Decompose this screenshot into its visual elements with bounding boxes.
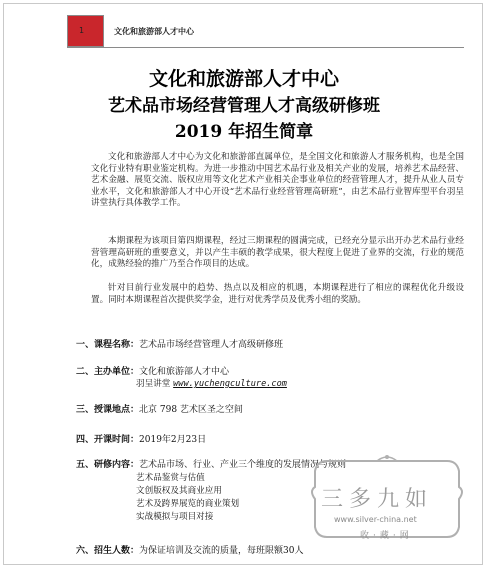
course-name-value: 艺术品市场经营管理人才高级研修班 [139,340,284,350]
host-website-link[interactable]: www.yuchengculture.com [173,379,287,389]
venue-value: 北京 798 艺术区圣之空间 [139,405,243,415]
module-item-3: 文创版权及其商业应用 [136,486,222,496]
title-organization: 文化和旅游部人才中心 [148,68,339,90]
module-item-2: 艺术品鉴赏与估值 [136,473,205,483]
title-admissions: 2019 年招生简章 [174,122,314,142]
host-row [76,364,229,377]
course-upgrade-paragraph: 针对目前行业发展中的趋势、热点以及相应的机遇，本期课程进行了相应的课程优化升级设置。同时本期课程首次提供奖学金，进行对优秀学员及优秀小组的奖励。 [91,283,464,305]
watermark-title: 三多九如 [321,487,434,512]
page-number: 1 [79,26,85,35]
watermark-subtitle: 收·藏·网 [360,531,413,541]
host-sub-row [136,377,287,389]
header-divider [67,47,464,48]
watermark-url: www.silver-china.net [334,515,417,524]
course-name-row [76,337,283,350]
module-item-5: 实战模拟与项目对接 [136,512,214,522]
venue-row [76,402,243,415]
modules-row [76,457,346,470]
intro-paragraph: 文化和旅游部人才中心为文化和旅游部直属单位，是全国文化和旅游人才服务机构，也是全国文化行业特有职业鉴定机构。为进一步推动中国艺术品行业及相关产业的发展，培养艺术品经营、艺术金融、展览交流、版权应用等文化艺术产业相关企事业单位的经营管理人才，提升从业人员专业水平，文化和旅游部人才中心开设“艺术品行业经营管理高研班”，由艺术品行业智库型平台羽呈讲堂执行具体教学工作。 [91,152,464,208]
host-value: 文化和旅游部人才中心 [139,367,230,377]
enrollment-value: 为保证培训及交流的质量，每班限额30人 [139,546,304,556]
date-row [76,432,206,445]
host-sub-name: 羽呈讲堂 [136,379,171,389]
header-color-block [67,15,104,47]
course-history-paragraph: 本期课程为该项目第四期课程，经过三期课程的圆满完成，已经充分显示出开办艺术品行业经营管理高研班的重要意义，并以产生丰硕的教学成果，很大程度上促进了业界的交流，行业的规范化，成熟经验的推广乃至合作项目的达成。 [91,236,464,269]
header-org-name: 文化和旅游部人才中心 [114,27,194,36]
enrollment-label: 六、招生人数： [76,546,140,556]
modules-label: 五、研修内容： [76,460,140,470]
venue-label: 三、授课地点： [76,405,140,415]
date-label: 四、开课时间： [76,435,140,445]
host-label: 二、主办单位： [76,367,140,377]
enrollment-row [76,543,303,556]
date-value: 2019年2月23日 [139,435,207,445]
title-program: 艺术品市场经营管理人才高级研修班 [108,96,380,116]
course-name-label: 一、课程名称： [76,340,140,350]
module-item-1: 艺术品市场、行业、产业三个维度的发展情况与规则 [139,460,347,470]
module-item-4: 艺术及跨界展览的商业策划 [136,499,240,509]
